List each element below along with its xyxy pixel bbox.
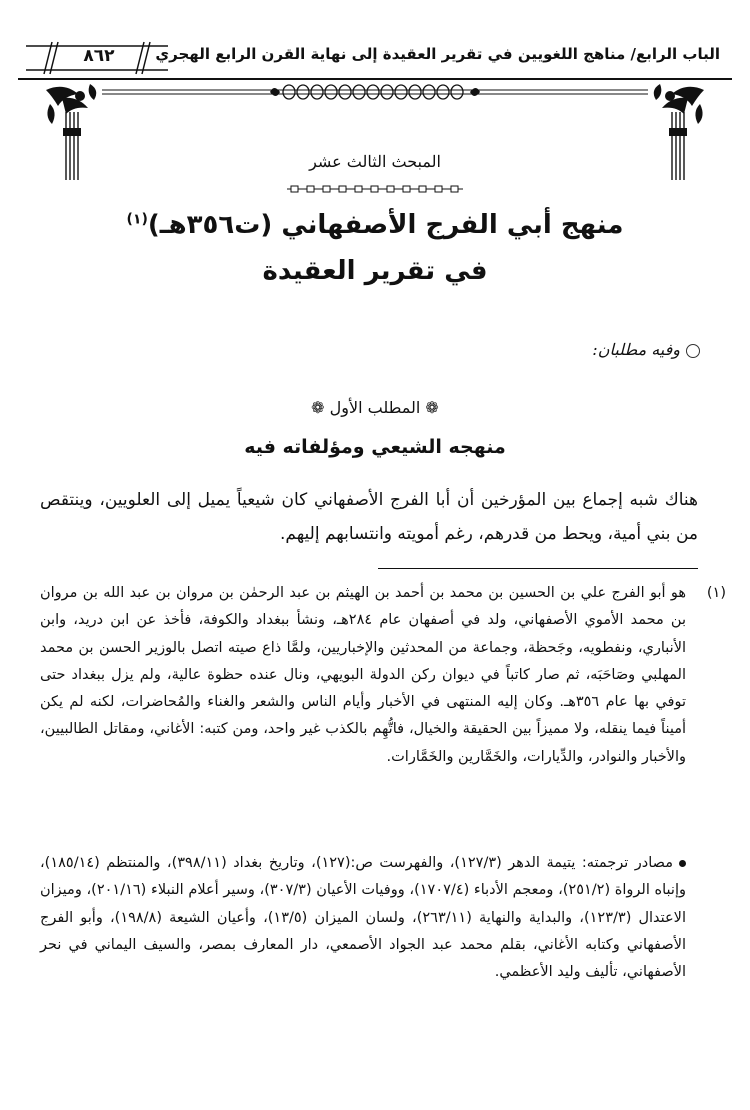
section-label: المبحث الثالث عشر: [309, 152, 441, 171]
intro-text: وفيه مطلبان:: [592, 340, 680, 359]
chapter-title-text: منهج أبي الفرج الأصفهاني (ت٣٥٦هـ): [147, 210, 624, 240]
footnote-text: هو أبو الفرج علي بن الحسين بن محمد بن أحمد بن الهيثم بن عبد الرحمٰن بن مروان بن عبد الله بن مروان بن محمد الأموي الأصفهاني، ولد في أصفهان عام ٢٨٤هـ، ونشأ ببغداد والكوفة، فأخذ عن ابن دريد، وابن الأنباري، ونفطويه، وجَحظة، وجماعة من المحدثين والإخباريين، ولمَّا ذاع صيته اتصل بالوزير الحسن بن محمد المهلبي وصَاحَبَه، ثم صار كاتباً في ديوان ركن الدولة البويهي، ونال عنده حظوة عالية، ولم يزل ببغداد حتى توفي بها عام ٣٥٦هـ. وكان إليه المنتهى في الأخبار وأيام الناس والشعر والغناء والمُحاضرات، لكنه لم يكن أميناً فيما ينقله، ولا مميزاً بين الحقيقة والخيال، فاتُّهِم بالكذب غير واحد، ومن كتبه: الأغاني، ومقاتل الطالبيين، والأخبار والنوادر، والدِّيارات، والخَمَّارين والخَمَّارات.: [40, 585, 686, 765]
footnote: [40, 580, 726, 771]
chapter-title-line-2: في تقرير العقيدة: [262, 256, 488, 286]
sources-text: مصادر ترجمته: يتيمة الدهر (١٢٧/٣)، والفهرست ص:(١٢٧)، وتاريخ بغداد (٣٩٨/١١)، والمنتظم (١٨٥/١٤)، وإنباه الرواة (٢٥١/٢)، ومعجم الأدباء (١٧٠٧/٤)، ووفيات الأعيان (٣٠٧/٣)، وسير أعلام النبلاء (٢٠١/١٦)، وميزان الاعتدال (١٢٣/٣)، والبداية والنهاية (٢٦٣/١١)، ولسان الميزان (١٣/٥)، وأعيان الشيعة (١٩٨/٨)، وأبو الفرج الأصفهاني وكتابه الأغاني، بقلم محمد عبد الجواد الأصمعي، دار المعارف بمصر، والسيف اليماني في نحر الأصفهاني، تأليف وليد الأعظمي.: [40, 855, 686, 981]
footnote-number: (١): [706, 585, 726, 601]
page-number-frame: [22, 40, 172, 74]
body-paragraph: هناك شبه إجماع بين المؤرخين أن أبا الفرج الأصفهاني كان شيعياً يميل إلى العلويين، وينتقص من بني أمية، ويحط من قدرهم، رغم أمويته وانتسابهم إليهم.: [40, 490, 698, 544]
footnote-separator: [378, 568, 698, 569]
intro-line: [592, 340, 700, 359]
footnote-reference: (١): [126, 211, 148, 228]
running-header: [18, 40, 732, 80]
subsection-title: منهجه الشيعي ومؤلفاته فيه: [244, 436, 506, 458]
circle-bullet-icon: [686, 344, 700, 358]
sources-paragraph: [40, 850, 686, 986]
chapter-title-line-1: [0, 210, 750, 240]
section-separator: [0, 180, 750, 199]
bullet-dot-icon: [679, 860, 686, 867]
running-title: الباب الرابع/ مناهج اللغويين في تقرير العقيدة إلى نهاية القرن الرابع الهجري: [155, 45, 720, 63]
page-number: ٨٦٢: [83, 46, 115, 66]
subsection-label: ❁ المطلب الأول ❁: [311, 398, 439, 417]
chain-separator-icon: [285, 183, 465, 195]
